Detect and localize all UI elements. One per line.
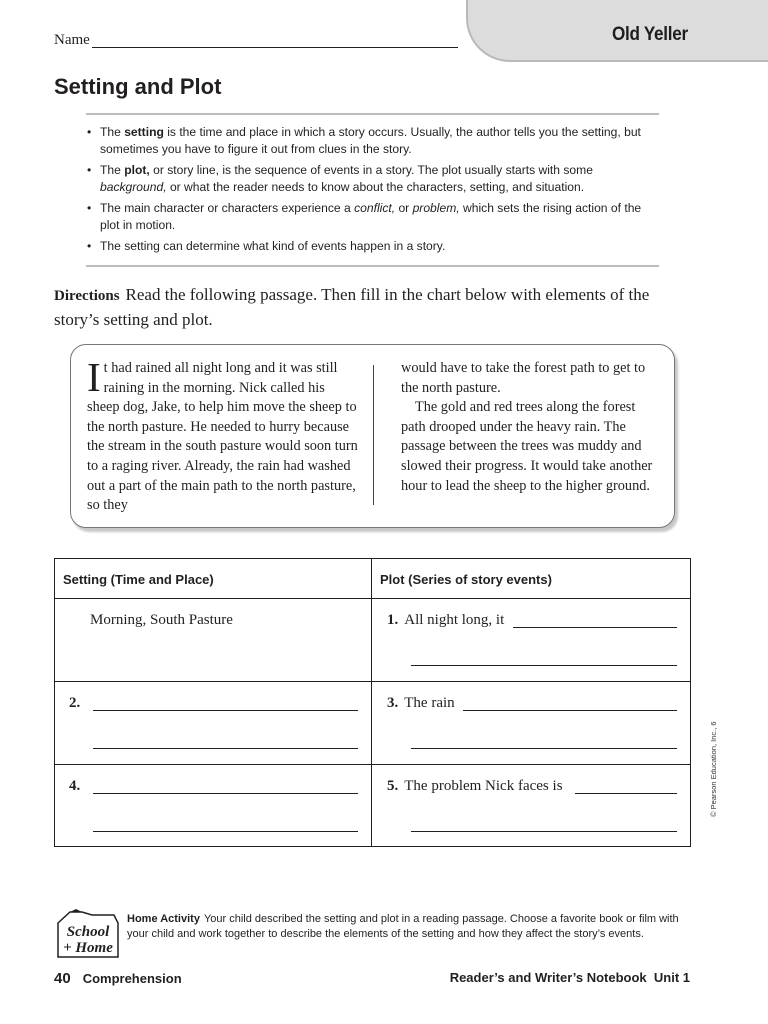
directions-text: Read the following passage. Then fill in the chart below with elements of the story’s setting and plot.	[54, 285, 650, 329]
bullet-conflict: • The main character or characters experience a conflict, or problem, which sets the rising action of the plot in motion.	[86, 200, 656, 234]
name-input-line[interactable]	[92, 47, 458, 48]
definition-list	[86, 124, 656, 259]
bullet-events: • The setting can determine what kind of events happen in a story.	[86, 238, 656, 255]
passage-left-text: t had rained all night long and it was still raining in the morning. Nick called his sheep dog, Jake, to help him move the sheep to the north pasture. He needed to hurry because the stream in the south pasture would soon turn to a raging river. Already, the rain had washed out a part of the main path to the north pasture, so they	[87, 360, 358, 514]
passage-left-column	[87, 354, 359, 516]
setting-plot-chart	[54, 558, 691, 847]
home-activity	[127, 912, 687, 942]
column-divider	[373, 365, 374, 505]
story-title: Old Yeller	[612, 24, 688, 45]
logo-text-home: + Home	[63, 940, 113, 956]
answer-line[interactable]	[411, 831, 677, 832]
directions-label: Directions	[54, 288, 120, 304]
top-divider	[86, 113, 659, 115]
directions	[54, 283, 694, 331]
setting-prompt-2: 2.	[69, 695, 81, 711]
home-activity-label: Home Activity	[127, 913, 200, 925]
passage-right-column	[401, 359, 663, 496]
answer-line[interactable]	[93, 793, 358, 794]
chart-header-divider	[55, 598, 690, 599]
plot-prompt-5: 5. The problem Nick faces is	[387, 778, 563, 794]
bottom-divider	[86, 265, 659, 267]
setting-header: Setting (Time and Place)	[63, 572, 214, 587]
answer-line[interactable]	[513, 627, 677, 628]
answer-line[interactable]	[93, 831, 358, 832]
answer-line[interactable]	[575, 793, 677, 794]
copyright-notice: © Pearson Education, Inc., 6	[709, 721, 718, 817]
answer-line[interactable]	[411, 665, 677, 666]
chart-row-divider	[55, 681, 690, 682]
book-title: Reader’s and Writer’s Notebook Unit 1	[449, 970, 690, 985]
chart-row-divider	[55, 764, 690, 765]
school-home-logo	[56, 909, 120, 961]
chart-column-divider	[371, 559, 372, 846]
reading-passage	[70, 344, 675, 528]
answer-line[interactable]	[93, 710, 358, 711]
passage-right-text-1: would have to take the forest path to get to the north pasture.	[401, 360, 646, 396]
passage-right-text-2: The gold and red trees along the forest path drooped under the heavy rain. The passage between the trees was muddy and slowed their progress. It would take another hour to lead the sheep to the higher ground.	[401, 399, 653, 494]
footer-left	[54, 970, 182, 987]
answer-line[interactable]	[463, 710, 677, 711]
plot-header: Plot (Series of story events)	[380, 572, 552, 587]
drop-cap: I	[87, 354, 101, 400]
answer-line[interactable]	[93, 748, 358, 749]
logo-text-school: School	[66, 924, 110, 940]
plot-prompt-1: 1. All night long, it	[387, 612, 505, 628]
section-name: Comprehension	[82, 971, 182, 986]
home-activity-text: Your child described the setting and plot in a reading passage. Choose a favorite book or film with your child and work together to describe the elements of the setting and how they affect the story’s events.	[127, 913, 679, 940]
answer-line[interactable]	[411, 748, 677, 749]
setting-prompt-4: 4.	[69, 778, 81, 794]
plot-prompt-3: 3. The rain	[387, 695, 455, 711]
name-label: Name	[54, 32, 90, 48]
bullet-setting: • The setting is the time and place in which a story occurs. Usually, the author tells you the setting, but sometimes you have to figure it out from clues in the story.	[86, 124, 656, 158]
page-title: Setting and Plot	[54, 74, 222, 99]
bullet-plot: • The plot, or story line, is the sequence of events in a story. The plot usually starts with some background, or what the reader needs to know about the characters, setting, and situation.	[86, 162, 656, 196]
setting-answer-1: Morning, South Pasture	[90, 612, 233, 628]
page-number: 40	[54, 970, 71, 987]
